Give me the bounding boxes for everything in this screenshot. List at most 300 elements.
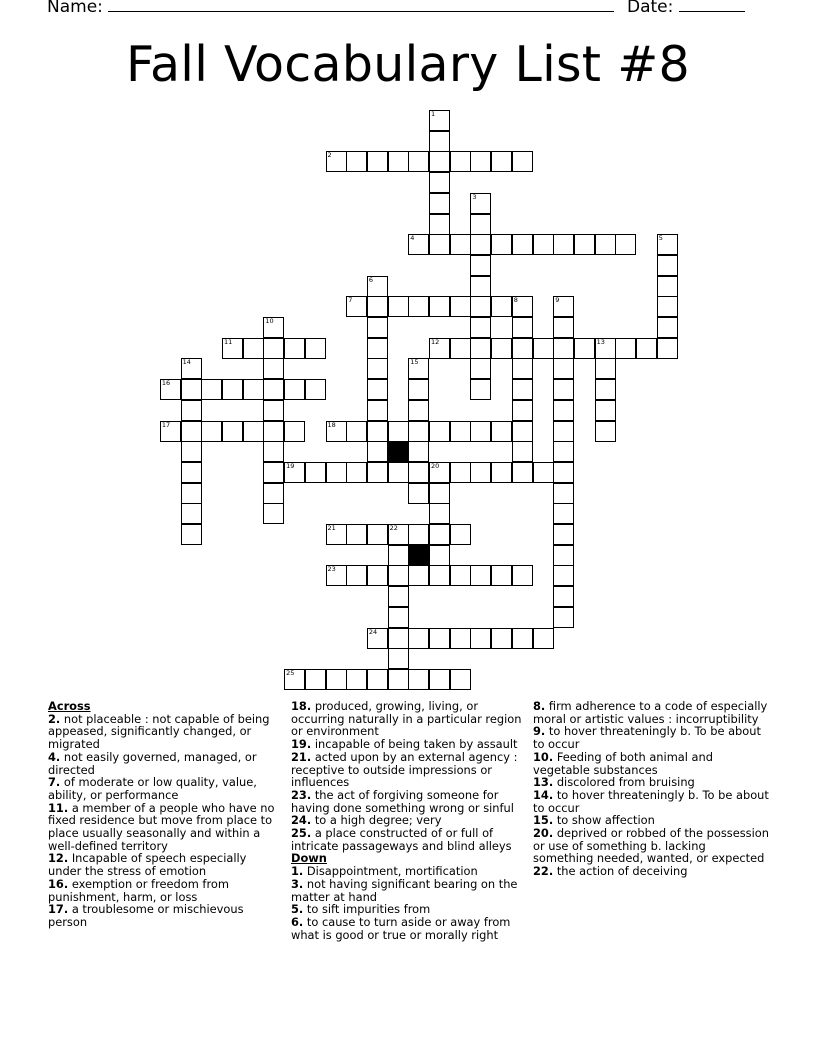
grid-cell[interactable]: [388, 669, 409, 690]
grid-cell[interactable]: [367, 462, 388, 483]
clue-text: of moderate or low quality, value, ability, or performance: [48, 775, 257, 802]
clue-number-label: 3.: [291, 876, 304, 891]
clue-number-label: 11.: [48, 800, 69, 815]
grid-cell[interactable]: [429, 545, 450, 566]
grid-cell[interactable]: [553, 234, 574, 255]
date-field[interactable]: [627, 0, 745, 17]
grid-cell[interactable]: [408, 421, 429, 442]
clue-number: 2: [327, 151, 332, 160]
grid-cell[interactable]: [408, 379, 429, 400]
clue-number-label: 20.: [533, 826, 554, 841]
grid-cell[interactable]: [512, 565, 533, 586]
clue-item: [48, 751, 278, 776]
clue-text: to hover threateningly b. To be about to occur: [533, 787, 769, 815]
grid-cell[interactable]: [450, 234, 471, 255]
grid-cell[interactable]: [512, 151, 533, 172]
clue-number: 13: [596, 337, 605, 346]
grid-cell[interactable]: [429, 669, 450, 690]
grid-cell[interactable]: [595, 400, 616, 421]
clue-number: 25: [286, 668, 295, 677]
grid-cell[interactable]: [243, 338, 264, 359]
grid-cell[interactable]: [388, 545, 409, 566]
clue-number: 23: [327, 565, 336, 574]
date-line[interactable]: [679, 0, 745, 12]
grid-cell[interactable]: [263, 317, 284, 338]
grid-cell[interactable]: [512, 234, 533, 255]
clue-number-label: 21.: [291, 749, 312, 764]
grid-cell[interactable]: [657, 338, 678, 359]
name-label: Name:: [47, 0, 103, 17]
grid-cell[interactable]: [533, 628, 554, 649]
grid-cell[interactable]: [305, 462, 326, 483]
clue-number: 24: [368, 627, 378, 636]
clue-item: [533, 725, 769, 750]
grid-cell[interactable]: [470, 358, 491, 379]
clue-number: 8: [513, 296, 518, 305]
grid-cell[interactable]: [657, 234, 678, 255]
grid-cell[interactable]: [429, 131, 450, 152]
grid-cell[interactable]: [181, 421, 202, 442]
grid-cell[interactable]: [408, 234, 429, 255]
grid-cell[interactable]: [181, 400, 202, 421]
clue-number-label: 2.: [48, 711, 61, 726]
grid-cell[interactable]: [160, 421, 181, 442]
grid-cell[interactable]: [326, 669, 347, 690]
grid-cell[interactable]: [470, 565, 491, 586]
grid-cell[interactable]: [367, 524, 388, 545]
grid-cell[interactable]: [553, 358, 574, 379]
clue-text: discolored from bruising: [556, 775, 695, 790]
grid-cell[interactable]: [388, 421, 409, 442]
grid-cell[interactable]: [408, 441, 429, 462]
grid-cell[interactable]: [326, 151, 347, 172]
grid-cell[interactable]: [429, 565, 450, 586]
grid-cell[interactable]: [429, 172, 450, 193]
clue-number: 22: [389, 524, 398, 532]
grid-cell[interactable]: [181, 524, 202, 545]
grid-cell[interactable]: [429, 462, 450, 483]
clue-number-label: 13.: [533, 775, 554, 790]
clue-number: 7: [348, 296, 353, 305]
clue-number-label: 5.: [291, 902, 304, 917]
grid-cell[interactable]: [429, 503, 450, 524]
clue-text: deprived or robbed of the possession or use of something b. lacking something needed, wanted, or expected: [533, 826, 769, 866]
grid-cell[interactable]: [470, 462, 491, 483]
grid-cell[interactable]: [574, 338, 595, 359]
grid-cell[interactable]: [657, 276, 678, 297]
clue-text: produced, growing, living, or occurring naturally in a particular region or environment: [291, 699, 522, 739]
grid-cell[interactable]: [284, 669, 305, 690]
grid-cell[interactable]: [512, 441, 533, 462]
grid-cell[interactable]: [284, 379, 305, 400]
grid-cell[interactable]: [533, 462, 554, 483]
grid-cell[interactable]: [657, 255, 678, 276]
clue-number-label: 18.: [291, 699, 312, 713]
grid-cell[interactable]: [553, 421, 574, 442]
grid-cell[interactable]: [408, 524, 429, 545]
clues-column-2: [291, 700, 527, 941]
clue-number: 3: [472, 192, 477, 201]
clue-number: 20: [431, 461, 440, 470]
grid-cell[interactable]: [450, 628, 471, 649]
grid-cell[interactable]: [491, 565, 512, 586]
grid-cell[interactable]: [388, 565, 409, 586]
grid-cell[interactable]: [263, 483, 284, 504]
grid-cell[interactable]: [263, 421, 284, 442]
clue-item: [48, 852, 278, 877]
grid-cell[interactable]: [595, 421, 616, 442]
clue-text: firm adherence to a code of especially moral or artistic values : incorruptibility: [533, 699, 768, 726]
grid-cell[interactable]: [222, 421, 243, 442]
grid-cell[interactable]: [263, 338, 284, 359]
grid-cell[interactable]: [388, 296, 409, 317]
grid-cell[interactable]: [491, 338, 512, 359]
grid-cell[interactable]: [491, 234, 512, 255]
grid-cell[interactable]: [367, 317, 388, 338]
grid-cell[interactable]: [470, 317, 491, 338]
grid-cell[interactable]: [284, 338, 305, 359]
grid-cell[interactable]: [553, 317, 574, 338]
name-field[interactable]: [47, 0, 614, 17]
grid-cell[interactable]: [181, 441, 202, 462]
clue-number-label: 24.: [291, 813, 312, 828]
clue-number-label: 6.: [291, 914, 304, 929]
clue-text: to a high degree; very: [314, 813, 442, 828]
grid-cell[interactable]: [346, 669, 367, 690]
grid-cell[interactable]: [470, 234, 491, 255]
grid-cell[interactable]: [263, 462, 284, 483]
grid-cell[interactable]: [181, 503, 202, 524]
grid-cell[interactable]: [408, 628, 429, 649]
clue-text: to hover threateningly b. To be about to occur: [533, 724, 761, 752]
grid-cell[interactable]: [284, 421, 305, 442]
clue-number-label: 4.: [48, 749, 61, 764]
grid-cell[interactable]: [491, 151, 512, 172]
clue-text: to show affection: [556, 813, 655, 828]
clue-number: 15: [410, 358, 419, 367]
grid-cell[interactable]: [470, 421, 491, 442]
grid-cell[interactable]: [470, 255, 491, 276]
grid-cell[interactable]: [263, 503, 284, 524]
grid-cell[interactable]: [470, 193, 491, 214]
clue-item: [291, 878, 527, 903]
grid-cell[interactable]: [429, 421, 450, 442]
grid-cell[interactable]: [326, 524, 347, 545]
clue-number-label: 23.: [291, 787, 312, 802]
grid-cell[interactable]: [367, 400, 388, 421]
grid-cell[interactable]: [450, 565, 471, 586]
grid-cell[interactable]: [615, 338, 636, 359]
grid-cell[interactable]: [450, 338, 471, 359]
clue-number-label: 19.: [291, 737, 312, 752]
grid-cell[interactable]: [346, 296, 367, 317]
clue-number: 9: [555, 296, 560, 305]
clue-number: 4: [410, 234, 415, 243]
grid-cell[interactable]: [367, 338, 388, 359]
grid-cell[interactable]: [367, 276, 388, 297]
grid-cell[interactable]: [408, 462, 429, 483]
grid-cell[interactable]: [553, 545, 574, 566]
grid-cell[interactable]: [470, 628, 491, 649]
grid-cell[interactable]: [429, 628, 450, 649]
grid-cell[interactable]: [367, 151, 388, 172]
clue-number: 11: [224, 337, 233, 346]
clue-item: [291, 916, 527, 941]
grid-cell[interactable]: [595, 358, 616, 379]
grid-cell[interactable]: [181, 379, 202, 400]
grid-cell[interactable]: [367, 441, 388, 462]
grid-cell[interactable]: [429, 214, 450, 235]
grid-cell[interactable]: [470, 379, 491, 400]
clue-text: incapable of being taken by assault: [314, 737, 518, 752]
grid-cell[interactable]: [553, 296, 574, 317]
grid-cell[interactable]: [367, 628, 388, 649]
grid-cell[interactable]: [367, 669, 388, 690]
grid-cell[interactable]: [491, 462, 512, 483]
black-square: [388, 441, 409, 462]
date-label: Date:: [627, 0, 674, 17]
grid-cell[interactable]: [388, 628, 409, 649]
grid-cell[interactable]: [408, 400, 429, 421]
grid-cell[interactable]: [553, 565, 574, 586]
grid-cell[interactable]: [367, 358, 388, 379]
clue-text: not having significant bearing on the matter at hand: [291, 876, 518, 904]
clue-text: the act of forgiving someone for having done something wrong or sinful: [291, 787, 514, 815]
grid-cell[interactable]: [512, 296, 533, 317]
grid-cell[interactable]: [222, 379, 243, 400]
clue-number: 18: [327, 420, 336, 429]
clue-number-label: 7.: [48, 775, 61, 790]
clue-number-label: 25.: [291, 826, 312, 841]
grid-cell[interactable]: [388, 607, 409, 628]
clue-item: [291, 751, 527, 789]
grid-cell[interactable]: [512, 421, 533, 442]
grid-cell[interactable]: [595, 379, 616, 400]
grid-cell[interactable]: [450, 296, 471, 317]
clue-number-label: 22.: [533, 864, 554, 879]
down-heading: Down: [291, 851, 327, 866]
black-square: [408, 545, 429, 566]
grid-cell[interactable]: [512, 379, 533, 400]
grid-cell[interactable]: [388, 586, 409, 607]
clue-text: a member of a people who have no fixed residence but move from place to place usually seasonally and within a well-defined territory: [48, 800, 275, 853]
grid-cell[interactable]: [408, 296, 429, 317]
clue-text: the action of deceiving: [556, 864, 688, 879]
grid-cell[interactable]: [553, 400, 574, 421]
clue-text: a place constructed of or full of intricate passageways and blind alleys: [291, 826, 512, 853]
page-title: Fall Vocabulary List #8: [125, 36, 691, 93]
grid-cell[interactable]: [553, 503, 574, 524]
grid-cell[interactable]: [512, 628, 533, 649]
clue-text: to sift impurities from: [306, 902, 431, 917]
grid-cell[interactable]: [346, 462, 367, 483]
grid-cell[interactable]: [326, 421, 347, 442]
grid-cell[interactable]: [201, 379, 222, 400]
clue-number: 5: [658, 234, 663, 243]
grid-cell[interactable]: [533, 338, 554, 359]
name-line[interactable]: [108, 0, 614, 12]
clue-number: 6: [368, 275, 374, 284]
grid-cell[interactable]: [429, 193, 450, 214]
grid-cell[interactable]: [284, 462, 305, 483]
clue-item: [533, 751, 769, 776]
grid-cell[interactable]: [553, 379, 574, 400]
clue-text: Incapable of speech especially under the stress of emotion: [48, 851, 247, 879]
grid-cell[interactable]: [657, 317, 678, 338]
grid-cell[interactable]: [429, 338, 450, 359]
grid-cell[interactable]: [346, 524, 367, 545]
grid-cell[interactable]: [491, 421, 512, 442]
grid-cell[interactable]: [181, 462, 202, 483]
grid-cell[interactable]: [388, 151, 409, 172]
clues-column-1: [48, 700, 278, 929]
grid-cell[interactable]: [388, 524, 409, 545]
clue-item: [533, 827, 769, 865]
grid-cell[interactable]: [201, 421, 222, 442]
grid-cell[interactable]: [429, 524, 450, 545]
grid-cell[interactable]: [450, 524, 471, 545]
grid-cell[interactable]: [408, 151, 429, 172]
grid-cell[interactable]: [533, 234, 554, 255]
grid-cell[interactable]: [429, 151, 450, 172]
grid-cell[interactable]: [367, 379, 388, 400]
grid-cell[interactable]: [160, 379, 181, 400]
grid-cell[interactable]: [512, 462, 533, 483]
clue-item: [291, 789, 527, 814]
clue-item: [48, 776, 278, 801]
clue-number: 21: [327, 524, 336, 532]
clue-number-label: 1.: [291, 864, 304, 879]
clue-number-label: 9.: [533, 724, 546, 739]
clue-number: 10: [265, 317, 274, 325]
grid-cell[interactable]: [305, 379, 326, 400]
clue-text: not placeable : not capable of being appeased, significantly changed, or migrated: [48, 711, 270, 752]
clue-item: [533, 789, 769, 814]
clue-item: [291, 700, 527, 738]
grid-cell[interactable]: [512, 358, 533, 379]
clue-number-label: 12.: [48, 851, 69, 866]
clue-item: [48, 903, 278, 928]
clues-column-3: [533, 700, 769, 878]
clue-number-label: 8.: [533, 699, 546, 713]
grid-cell[interactable]: [181, 483, 202, 504]
grid-cell[interactable]: [326, 565, 347, 586]
clue-number-label: 14.: [533, 787, 554, 802]
clue-item: [48, 713, 278, 751]
grid-cell[interactable]: [429, 110, 450, 131]
grid-cell[interactable]: [512, 400, 533, 421]
grid-cell[interactable]: [305, 669, 326, 690]
clue-item: [48, 878, 278, 903]
grid-cell[interactable]: [512, 338, 533, 359]
grid-cell[interactable]: [470, 276, 491, 297]
grid-cell[interactable]: [450, 462, 471, 483]
clue-number: 12: [431, 337, 440, 346]
grid-cell[interactable]: [408, 669, 429, 690]
clue-number: 19: [286, 461, 295, 470]
grid-cell[interactable]: [408, 358, 429, 379]
grid-cell[interactable]: [367, 565, 388, 586]
clue-text: acted upon by an external agency : receptive to outside impressions or influences: [291, 749, 518, 790]
clue-number-label: 15.: [533, 813, 554, 828]
grid-cell[interactable]: [553, 607, 574, 628]
grid-cell[interactable]: [491, 628, 512, 649]
grid-cell[interactable]: [243, 421, 264, 442]
clue-number: 16: [161, 379, 171, 388]
clue-number-label: 10.: [533, 749, 554, 764]
grid-cell[interactable]: [636, 338, 657, 359]
grid-cell[interactable]: [388, 462, 409, 483]
grid-cell[interactable]: [367, 296, 388, 317]
clue-text: a troublesome or mischievous person: [48, 902, 244, 929]
grid-cell[interactable]: [470, 338, 491, 359]
grid-cell[interactable]: [595, 234, 616, 255]
clue-item: [48, 802, 278, 853]
grid-cell[interactable]: [408, 483, 429, 504]
grid-cell[interactable]: [181, 358, 202, 379]
grid-cell[interactable]: [553, 462, 574, 483]
grid-cell[interactable]: [553, 441, 574, 462]
clue-item: [291, 827, 527, 852]
clue-text: to cause to turn aside or away from what is good or true or morally right: [291, 914, 511, 942]
grid-cell[interactable]: [491, 296, 512, 317]
across-heading: Across: [48, 699, 91, 713]
grid-cell[interactable]: [450, 421, 471, 442]
grid-cell[interactable]: [326, 462, 347, 483]
grid-cell[interactable]: [346, 421, 367, 442]
clue-item: [533, 700, 769, 725]
grid-cell[interactable]: [388, 648, 409, 669]
grid-cell[interactable]: [222, 338, 243, 359]
clue-number: 1: [431, 110, 436, 118]
grid-cell[interactable]: [657, 296, 678, 317]
clue-text: Disappointment, mortification: [306, 864, 478, 879]
grid-cell[interactable]: [263, 400, 284, 421]
grid-cell[interactable]: [595, 338, 616, 359]
grid-cell[interactable]: [450, 669, 471, 690]
clue-text: Feeding of both animal and vegetable substances: [533, 749, 713, 777]
grid-cell[interactable]: [470, 151, 491, 172]
grid-cell[interactable]: [450, 151, 471, 172]
grid-cell[interactable]: [367, 421, 388, 442]
clue-number: 14: [182, 358, 191, 367]
clue-number-label: 17.: [48, 902, 69, 917]
grid-cell[interactable]: [429, 483, 450, 504]
grid-cell[interactable]: [615, 234, 636, 255]
clue-item: [533, 865, 769, 878]
grid-cell[interactable]: [263, 358, 284, 379]
grid-cell[interactable]: [470, 296, 491, 317]
grid-cell[interactable]: [263, 441, 284, 462]
grid-cell[interactable]: [408, 565, 429, 586]
grid-cell[interactable]: [553, 338, 574, 359]
grid-cell[interactable]: [429, 234, 450, 255]
grid-cell[interactable]: [470, 214, 491, 235]
grid-cell[interactable]: [346, 565, 367, 586]
grid-cell[interactable]: [553, 524, 574, 545]
clue-number-label: 16.: [48, 876, 69, 891]
grid-cell[interactable]: [305, 338, 326, 359]
clue-number: 17: [161, 420, 171, 429]
grid-cell[interactable]: [243, 379, 264, 400]
grid-cell[interactable]: [512, 317, 533, 338]
grid-cell[interactable]: [346, 151, 367, 172]
grid-cell[interactable]: [429, 296, 450, 317]
grid-cell[interactable]: [263, 379, 284, 400]
grid-cell[interactable]: [553, 483, 574, 504]
grid-cell[interactable]: [574, 234, 595, 255]
grid-cell[interactable]: [553, 586, 574, 607]
